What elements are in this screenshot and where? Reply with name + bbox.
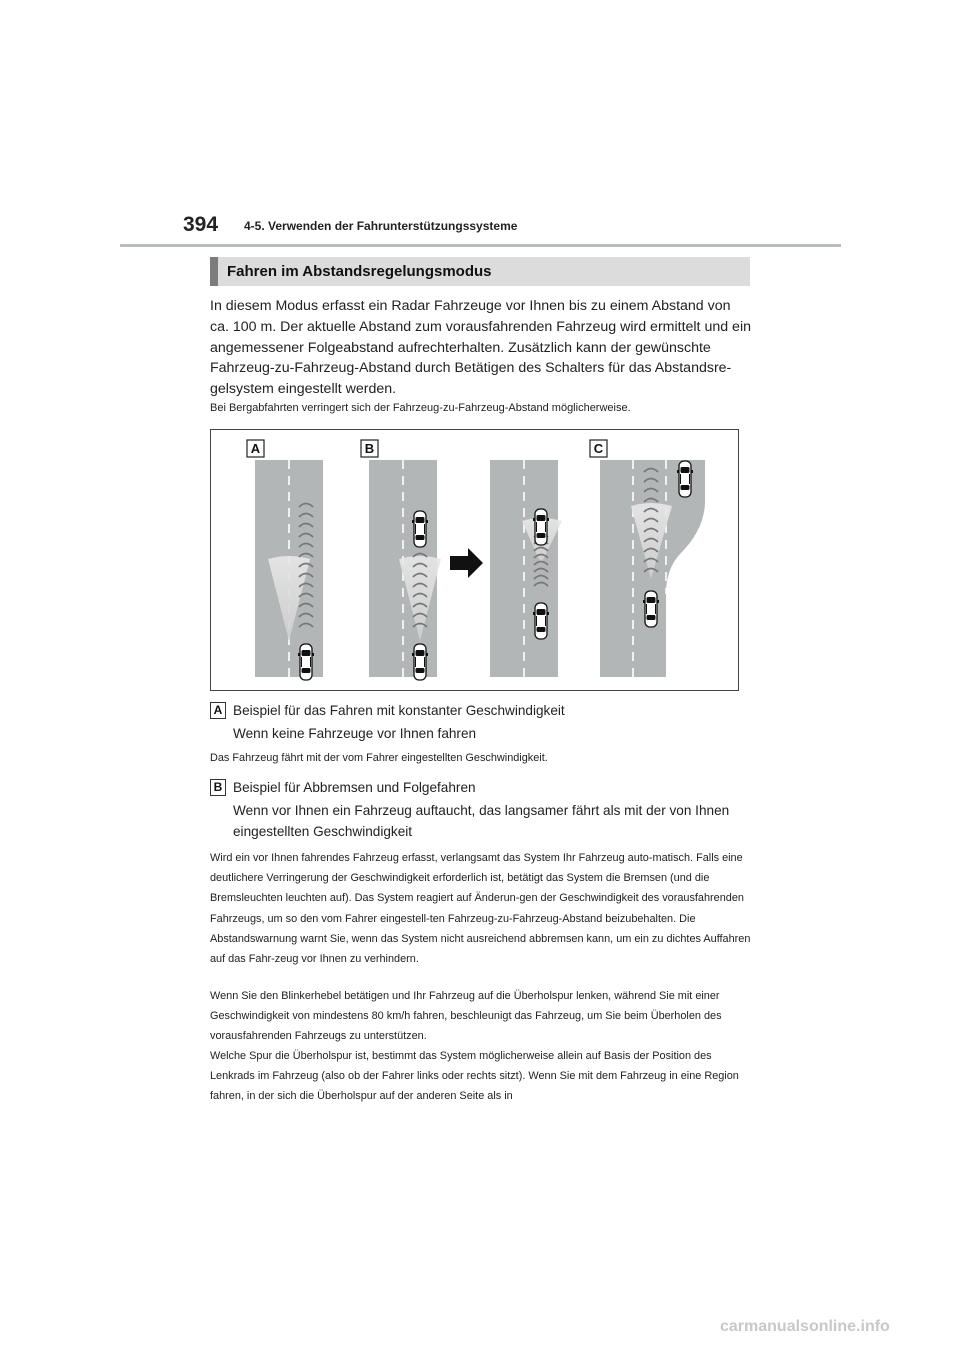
acc-illustration bbox=[210, 429, 739, 691]
section-title: Fahren im Abstandsregelungsmodus bbox=[227, 263, 492, 280]
label-b bbox=[361, 440, 378, 457]
own-car-b bbox=[412, 644, 428, 680]
item-a-subtitle: Wenn keine Fahrzeuge vor Ihnen fahren bbox=[233, 726, 477, 741]
svg-text:A: A bbox=[250, 441, 261, 456]
item-b-subtitle: Wenn vor Ihnen ein Fahrzeug auftaucht, das langsamer fährt als mit der von Ihnen eingestellten Geschwindigkeit bbox=[233, 803, 730, 839]
chapter-header: 4-5. Verwenden der Fahrunterstützungssysteme bbox=[244, 219, 518, 233]
section-heading-bar bbox=[210, 257, 750, 286]
svg-text:C: C bbox=[593, 441, 604, 456]
item-b-paragraph-2: Wenn Sie den Blinkerhebel betätigen und Ihr Fahrzeug auf die Überholspur lenken, während Sie mit einer Geschwindigkeit von mindestens 80 km/h fahren, beschleunigt das Fahrzeug, um Sie beim Überholen des vorausfahrenden Fahrzeugs zu unterstützen. bbox=[210, 990, 722, 1043]
lead-car-c bbox=[677, 461, 693, 497]
own-car-a bbox=[298, 644, 314, 680]
own-car-b-after bbox=[533, 603, 549, 639]
own-car-c bbox=[643, 591, 659, 627]
item-b-label: B bbox=[210, 779, 226, 796]
item-a-label: A bbox=[210, 702, 226, 719]
footer-watermark: carmanualsonline.info bbox=[720, 1318, 890, 1335]
intro-paragraph: In diesem Modus erfasst ein Radar Fahrzeuge vor Ihnen bis zu einem Abstand von ca. 100 m. Der aktuelle Abstand zum vorausfahrenden Fahrzeug wird ermittelt und ein angemessener Folgeabstand aufrechterhalten. Zusätzlich kann der gewünschte Fahrzeug-zu-Fahrzeug-Abstand durch Betätigen des Schalters für das Abstandsre-gelsystem eingestellt werden. bbox=[210, 298, 751, 398]
page-number: 394 bbox=[183, 213, 219, 236]
item-b-title: Beispiel für Abbremsen und Folgefahren bbox=[233, 780, 476, 795]
downhill-note: Bei Bergabfahrten verringert sich der Fahrzeug-zu-Fahrzeug-Abstand möglicherweise. bbox=[210, 402, 631, 414]
section-accent bbox=[210, 257, 218, 286]
lead-car-b bbox=[412, 511, 428, 547]
label-a bbox=[247, 440, 264, 457]
svg-text:B: B bbox=[364, 441, 375, 456]
item-a-text: Das Fahrzeug fährt mit der vom Fahrer eingestellten Geschwindigkeit. bbox=[210, 752, 548, 764]
lead-car-b-after bbox=[533, 509, 549, 545]
label-c bbox=[590, 440, 607, 457]
item-b-paragraph-1: Wird ein vor Ihnen fahrendes Fahrzeug erfasst, verlangsamt das System Ihr Fahrzeug auto-matisch. Falls eine deutlichere Verringerung der Geschwindigkeit erforderlich ist, betätigt das System die Bremsen (und die Bremsleuchten leuchten auf). Das System reagiert auf Änderun-gen der Geschwindigkeit des vorausfahrenden Fahrzeugs, um so den vom Fahrer eingestell-ten Fahrzeug-zu-Fahrzeug-Abstand beizubehalten. Die Abstandswarnung warnt Sie, wenn das System nicht ausreichend abbremsen kann, um ein zu dichtes Auffahren auf das Fahr-zeug vor Ihnen zu verhindern. bbox=[210, 852, 751, 966]
header-rule bbox=[120, 244, 841, 247]
item-a-title: Beispiel für das Fahren mit konstanter Geschwindigkeit bbox=[233, 703, 565, 718]
item-b-paragraph-3: Welche Spur die Überholspur ist, bestimmt das System möglicherweise allein auf Basis der Position des Lenkrads im Fahrzeug (also ob der Fahrer links oder rechts sitzt). Wenn Sie mit dem Fahrzeug in eine Region fahren, in der sich die Überholspur auf der anderen Seite als in bbox=[210, 1050, 739, 1103]
